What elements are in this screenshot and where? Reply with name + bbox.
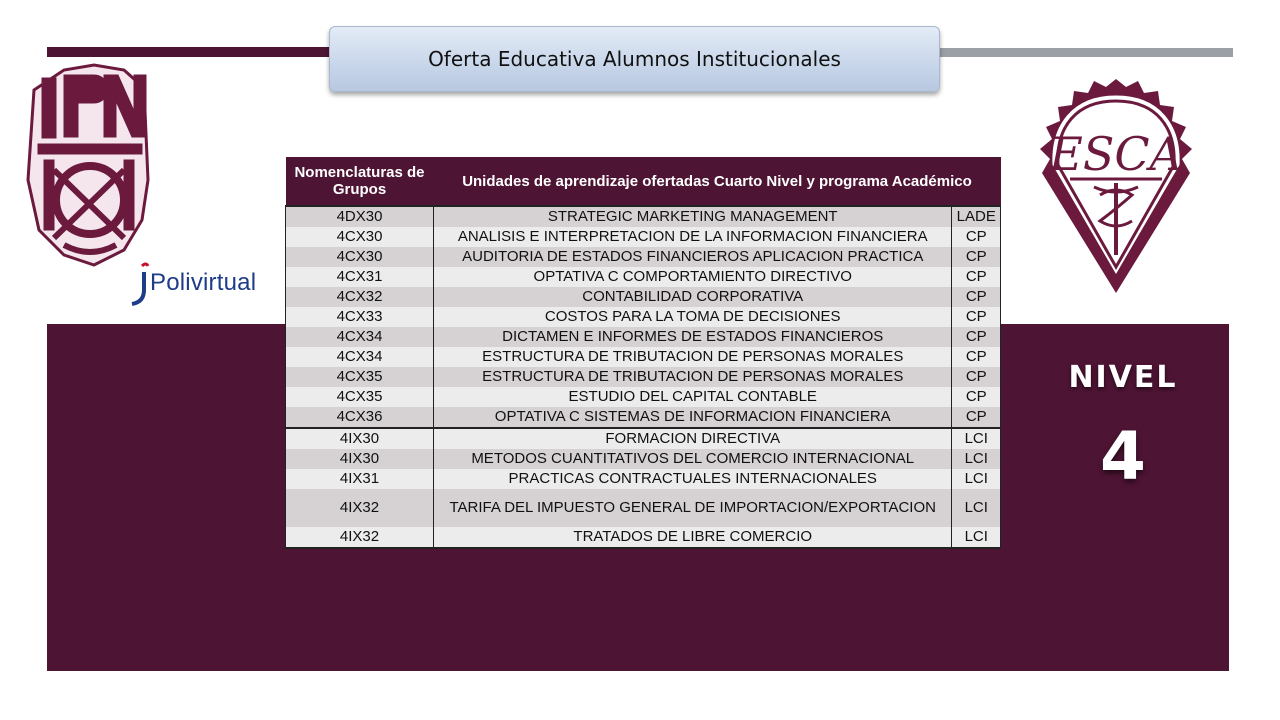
cell-group: 4CX30 [286, 227, 434, 247]
cell-unit: AUDITORIA DE ESTADOS FINANCIEROS APLICACION PRACTICA [434, 247, 952, 267]
cell-program: LCI [952, 489, 1001, 527]
cell-group: 4IX32 [286, 489, 434, 527]
cell-program: CP [952, 307, 1001, 327]
table-row [286, 206, 1001, 227]
cell-program: CP [952, 287, 1001, 307]
table-row [286, 469, 1001, 489]
cell-program: CP [952, 327, 1001, 347]
cell-program: CP [952, 387, 1001, 407]
cell-program: LCI [952, 449, 1001, 469]
cell-unit: ESTRUCTURA DE TRIBUTACION DE PERSONAS MORALES [434, 347, 952, 367]
cell-unit: PRACTICAS CONTRACTUALES INTERNACIONALES [434, 469, 952, 489]
cell-group: 4IX31 [286, 469, 434, 489]
polivirtual-logo: Polivirtual [150, 269, 257, 296]
cell-group: 4CX32 [286, 287, 434, 307]
cell-unit: OPTATIVA C COMPORTAMIENTO DIRECTIVO [434, 267, 952, 287]
cell-program: LCI [952, 469, 1001, 489]
cell-group: 4CX34 [286, 347, 434, 367]
cell-unit: ESTRUCTURA DE TRIBUTACION DE PERSONAS MORALES [434, 367, 952, 387]
column-header-groups: Nomenclaturas de Grupos [286, 157, 434, 206]
ipn-logo [24, 60, 154, 270]
table-row [286, 227, 1001, 247]
table-row [286, 407, 1001, 428]
cell-unit: COSTOS PARA LA TOMA DE DECISIONES [434, 307, 952, 327]
table-row [286, 247, 1001, 267]
table-body [286, 206, 1001, 548]
cell-program: CP [952, 247, 1001, 267]
cell-program: CP [952, 367, 1001, 387]
level-number: 4 [1100, 418, 1146, 495]
table-header-row [286, 157, 1001, 206]
cell-program: CP [952, 227, 1001, 247]
cell-unit: TRATADOS DE LIBRE COMERCIO [434, 527, 952, 548]
column-header-units: Unidades de aprendizaje ofertadas Cuarto Nivel y programa Académico [434, 157, 1001, 206]
cell-program: LCI [952, 527, 1001, 548]
esca-logo [1030, 75, 1202, 297]
cell-program: CP [952, 267, 1001, 287]
table-row [286, 347, 1001, 367]
cell-unit: CONTABILIDAD CORPORATIVA [434, 287, 952, 307]
cell-program: LADE [952, 206, 1001, 227]
cell-group: 4IX32 [286, 527, 434, 548]
cell-program: CP [952, 407, 1001, 428]
cell-group: 4IX30 [286, 428, 434, 449]
table-row [286, 489, 1001, 527]
table-row [286, 527, 1001, 548]
table-row [286, 367, 1001, 387]
cell-unit: ANALISIS E INTERPRETACION DE LA INFORMACION FINANCIERA [434, 227, 952, 247]
table-row [286, 287, 1001, 307]
cell-group: 4CX33 [286, 307, 434, 327]
cell-unit: ESTUDIO DEL CAPITAL CONTABLE [434, 387, 952, 407]
svg-text:ESCA: ESCA [1049, 127, 1183, 181]
table-row [286, 327, 1001, 347]
cell-unit: DICTAMEN E INFORMES DE ESTADOS FINANCIEROS [434, 327, 952, 347]
cell-group: 4DX30 [286, 206, 434, 227]
table-row [286, 267, 1001, 287]
cell-program: CP [952, 347, 1001, 367]
table-row [286, 428, 1001, 449]
level-label: NIVEL [1068, 360, 1178, 395]
table-row [286, 387, 1001, 407]
cell-group: 4CX30 [286, 247, 434, 267]
cell-unit: TARIFA DEL IMPUESTO GENERAL DE IMPORTACION/EXPORTACION [434, 489, 952, 527]
cell-group: 4CX36 [286, 407, 434, 428]
table-row [286, 449, 1001, 469]
cell-group: 4CX31 [286, 267, 434, 287]
cell-unit: OPTATIVA C SISTEMAS DE INFORMACION FINANCIERA [434, 407, 952, 428]
header-bar-right [925, 48, 1233, 57]
page-title: Oferta Educativa Alumnos Institucionales [428, 47, 841, 71]
cell-group: 4CX35 [286, 387, 434, 407]
cell-unit: FORMACION DIRECTIVA [434, 428, 952, 449]
table-row [286, 307, 1001, 327]
cell-unit: STRATEGIC MARKETING MANAGEMENT [434, 206, 952, 227]
header-bar-left [47, 47, 347, 57]
title-banner [329, 26, 940, 92]
cell-program: LCI [952, 428, 1001, 449]
cell-group: 4CX34 [286, 327, 434, 347]
cell-group: 4CX35 [286, 367, 434, 387]
cell-unit: METODOS CUANTITATIVOS DEL COMERCIO INTERNACIONAL [434, 449, 952, 469]
course-offer-table [285, 157, 1001, 549]
cell-group: 4IX30 [286, 449, 434, 469]
